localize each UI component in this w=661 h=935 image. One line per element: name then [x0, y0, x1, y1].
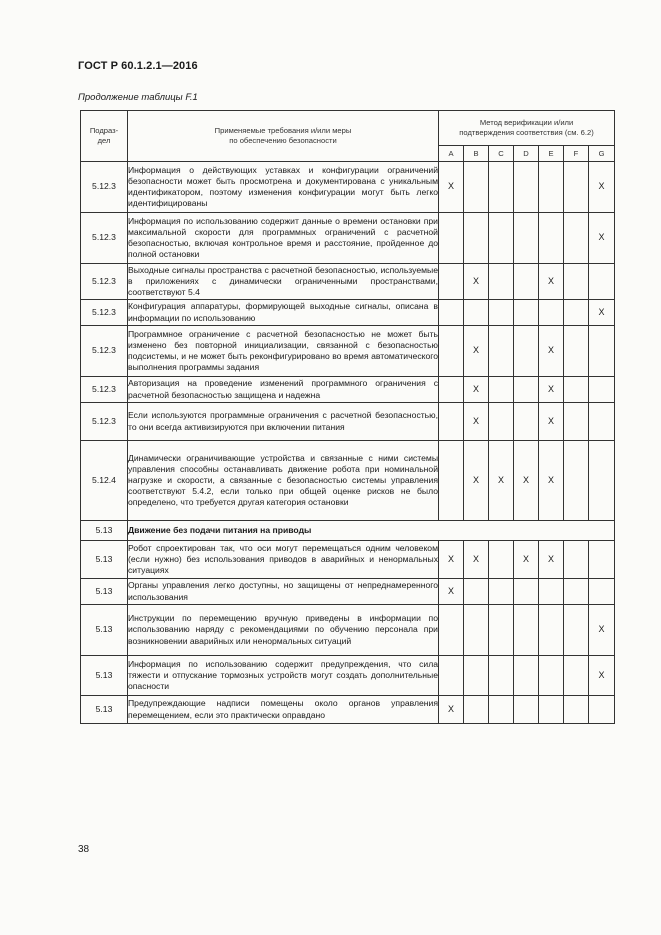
method-mark-e: X — [539, 377, 564, 403]
method-mark-f — [564, 656, 589, 696]
method-mark-e: X — [539, 403, 564, 441]
table-row — [81, 656, 615, 696]
method-mark-c — [489, 541, 514, 579]
method-mark-d — [514, 696, 539, 724]
method-mark-c — [489, 696, 514, 724]
method-mark-a: X — [439, 579, 464, 605]
method-mark-f — [564, 605, 589, 656]
method-mark-a: X — [439, 541, 464, 579]
table-row — [81, 696, 615, 724]
document-header: ГОСТ Р 60.1.2.1—2016 — [78, 60, 198, 72]
table-row — [81, 605, 615, 656]
method-mark-f — [564, 213, 589, 264]
subsection-cell: 5.13 — [81, 605, 128, 656]
method-mark-a — [439, 213, 464, 264]
method-mark-g — [589, 541, 615, 579]
requirement-cell: Если используются программные ограничения с расчетной безопасностью, то они всегда активизируются при включении питания — [128, 403, 439, 441]
method-mark-f — [564, 326, 589, 377]
method-mark-e — [539, 656, 564, 696]
method-mark-c — [489, 656, 514, 696]
method-mark-g — [589, 326, 615, 377]
requirement-cell: Динамически ограничивающие устройства и связанные с ними системы управления способны останавливать движение робота при номинальной нагрузке и скорости, а связанные с безопасностью системы управления соответствуют 5.4.2, если только при общей оценке рисков не было определено, что требуется другая категория остановки — [128, 441, 439, 521]
method-mark-e — [539, 162, 564, 213]
method-mark-e — [539, 605, 564, 656]
method-mark-a — [439, 656, 464, 696]
method-mark-g: X — [589, 605, 615, 656]
subsection-cell: 5.12.4 — [81, 441, 128, 521]
requirement-cell: Выходные сигналы пространства с расчетной безопасностью, используемые в приложениях с динамически ограниченными пространствами, соответствуют 5.4 — [128, 264, 439, 300]
method-mark-g: X — [589, 300, 615, 326]
method-mark-f — [564, 696, 589, 724]
page-number: 38 — [78, 844, 90, 855]
method-mark-b: X — [464, 541, 489, 579]
method-mark-g: X — [589, 213, 615, 264]
subsection-cell: 5.12.3 — [81, 213, 128, 264]
subsection-cell: 5.12.3 — [81, 264, 128, 300]
method-mark-b — [464, 579, 489, 605]
subsection-cell: 5.12.3 — [81, 162, 128, 213]
subsection-cell: 5.13 — [81, 541, 128, 579]
subsection-cell: 5.13 — [81, 521, 128, 541]
method-mark-c — [489, 213, 514, 264]
method-mark-a — [439, 377, 464, 403]
method-mark-d — [514, 656, 539, 696]
section-row — [81, 521, 615, 541]
verification-table — [80, 110, 615, 724]
method-mark-c — [489, 326, 514, 377]
requirement-cell: Робот спроектирован так, что оси могут перемещаться одним человеком (если нужно) без использования приводов в аварийных и ненормальных ситуациях — [128, 541, 439, 579]
subsection-cell: 5.12.3 — [81, 326, 128, 377]
method-mark-d — [514, 605, 539, 656]
method-mark-a — [439, 300, 464, 326]
method-mark-b: X — [464, 377, 489, 403]
method-col-g: G — [589, 146, 615, 162]
method-mark-c — [489, 300, 514, 326]
method-mark-b — [464, 300, 489, 326]
requirement-cell: Предупреждающие надписи помещены около органов управления перемещением, если это практически оправдано — [128, 696, 439, 724]
method-mark-b — [464, 162, 489, 213]
method-mark-a — [439, 264, 464, 300]
method-mark-a — [439, 403, 464, 441]
method-mark-c — [489, 605, 514, 656]
method-mark-e: X — [539, 541, 564, 579]
method-mark-a: X — [439, 162, 464, 213]
table-row — [81, 541, 615, 579]
method-mark-b: X — [464, 441, 489, 521]
method-mark-b — [464, 696, 489, 724]
method-mark-b — [464, 656, 489, 696]
subsection-cell: 5.13 — [81, 579, 128, 605]
header-verification-method: Метод верификации и/или подтверждения соответствия (см. 6.2) — [439, 111, 615, 146]
method-mark-g — [589, 579, 615, 605]
table-row — [81, 403, 615, 441]
requirement-cell: Информация по использованию содержит предупреждения, что сила тяжести и отпускание тормозных устройств могут создать дополнительные опасности — [128, 656, 439, 696]
method-col-a: A — [439, 146, 464, 162]
method-mark-c: X — [489, 441, 514, 521]
subsection-cell: 5.13 — [81, 696, 128, 724]
table-row — [81, 264, 615, 300]
method-mark-f — [564, 541, 589, 579]
method-mark-d — [514, 213, 539, 264]
table-row — [81, 441, 615, 521]
method-mark-b: X — [464, 326, 489, 377]
method-mark-a — [439, 326, 464, 377]
method-mark-b: X — [464, 264, 489, 300]
method-mark-d — [514, 403, 539, 441]
subsection-cell: 5.12.3 — [81, 300, 128, 326]
method-mark-f — [564, 264, 589, 300]
method-mark-f — [564, 377, 589, 403]
method-mark-c — [489, 264, 514, 300]
method-col-b: B — [464, 146, 489, 162]
method-col-d: D — [514, 146, 539, 162]
requirement-cell: Конфигурация аппаратуры, формирующей выходные сигналы, описана в информации по использованию — [128, 300, 439, 326]
method-mark-e: X — [539, 441, 564, 521]
method-mark-f — [564, 300, 589, 326]
table-row — [81, 300, 615, 326]
method-mark-d: X — [514, 541, 539, 579]
method-mark-g: X — [589, 162, 615, 213]
requirement-cell: Программное ограничение с расчетной безопасностью не может быть изменено без повторной инициализации, связанной с безопасностью подсистемы, и не может быть реконфигурировано во время автоматического выполнения программы задания — [128, 326, 439, 377]
table-row — [81, 377, 615, 403]
table-row — [81, 162, 615, 213]
method-mark-g — [589, 441, 615, 521]
method-mark-e: X — [539, 264, 564, 300]
method-mark-e — [539, 696, 564, 724]
method-mark-d: X — [514, 441, 539, 521]
table-row — [81, 579, 615, 605]
method-mark-f — [564, 579, 589, 605]
header-subsection: Подраз- дел — [81, 111, 128, 162]
method-col-c: C — [489, 146, 514, 162]
requirement-cell: Информация о действующих уставках и конфигурации ограничений безопасности может быть просмотрена и документирована с уникальным идентификатором, поэтому изменения конфигурации могут быть легко идентифицированы — [128, 162, 439, 213]
method-mark-c — [489, 377, 514, 403]
method-mark-g — [589, 377, 615, 403]
method-mark-f — [564, 162, 589, 213]
method-mark-g — [589, 403, 615, 441]
method-col-e: E — [539, 146, 564, 162]
table-row — [81, 326, 615, 377]
method-mark-d — [514, 377, 539, 403]
subsection-cell: 5.12.3 — [81, 377, 128, 403]
method-mark-g — [589, 696, 615, 724]
method-mark-c — [489, 579, 514, 605]
method-mark-b — [464, 605, 489, 656]
subsection-cell: 5.12.3 — [81, 403, 128, 441]
method-mark-e — [539, 579, 564, 605]
table-caption: Продолжение таблицы F.1 — [78, 92, 198, 103]
method-mark-e — [539, 300, 564, 326]
method-mark-d — [514, 162, 539, 213]
method-mark-a — [439, 605, 464, 656]
method-mark-a — [439, 441, 464, 521]
method-mark-f — [564, 441, 589, 521]
requirement-cell: Органы управления легко доступны, но защищены от непреднамеренного использования — [128, 579, 439, 605]
method-mark-c — [489, 162, 514, 213]
subsection-cell: 5.13 — [81, 656, 128, 696]
header-requirements: Применяемые требования и/или меры по обеспечению безопасности — [128, 111, 439, 162]
method-col-f: F — [564, 146, 589, 162]
requirement-cell: Авторизация на проведение изменений программного ограничения с расчетной безопасностью защищена и надежна — [128, 377, 439, 403]
method-mark-b: X — [464, 403, 489, 441]
requirement-cell: Инструкции по перемещению вручную приведены в информации по использованию наряду с рекомендациями по обучению персонала при возникновении аварийных или ненормальных ситуаций — [128, 605, 439, 656]
method-mark-d — [514, 579, 539, 605]
method-mark-d — [514, 326, 539, 377]
method-mark-d — [514, 264, 539, 300]
method-mark-c — [489, 403, 514, 441]
method-mark-e: X — [539, 326, 564, 377]
requirement-cell: Информация по использованию содержит данные о времени остановки при максимальной скорости для программных ограничений с расчетной безопасностью, включая контрольное время и расстояние, пройденное до полной остановки — [128, 213, 439, 264]
section-title-cell: Движение без подачи питания на приводы — [128, 521, 615, 541]
method-mark-d — [514, 300, 539, 326]
method-mark-a: X — [439, 696, 464, 724]
method-mark-g — [589, 264, 615, 300]
table-row — [81, 213, 615, 264]
method-mark-f — [564, 403, 589, 441]
method-mark-g: X — [589, 656, 615, 696]
method-mark-b — [464, 213, 489, 264]
method-mark-e — [539, 213, 564, 264]
